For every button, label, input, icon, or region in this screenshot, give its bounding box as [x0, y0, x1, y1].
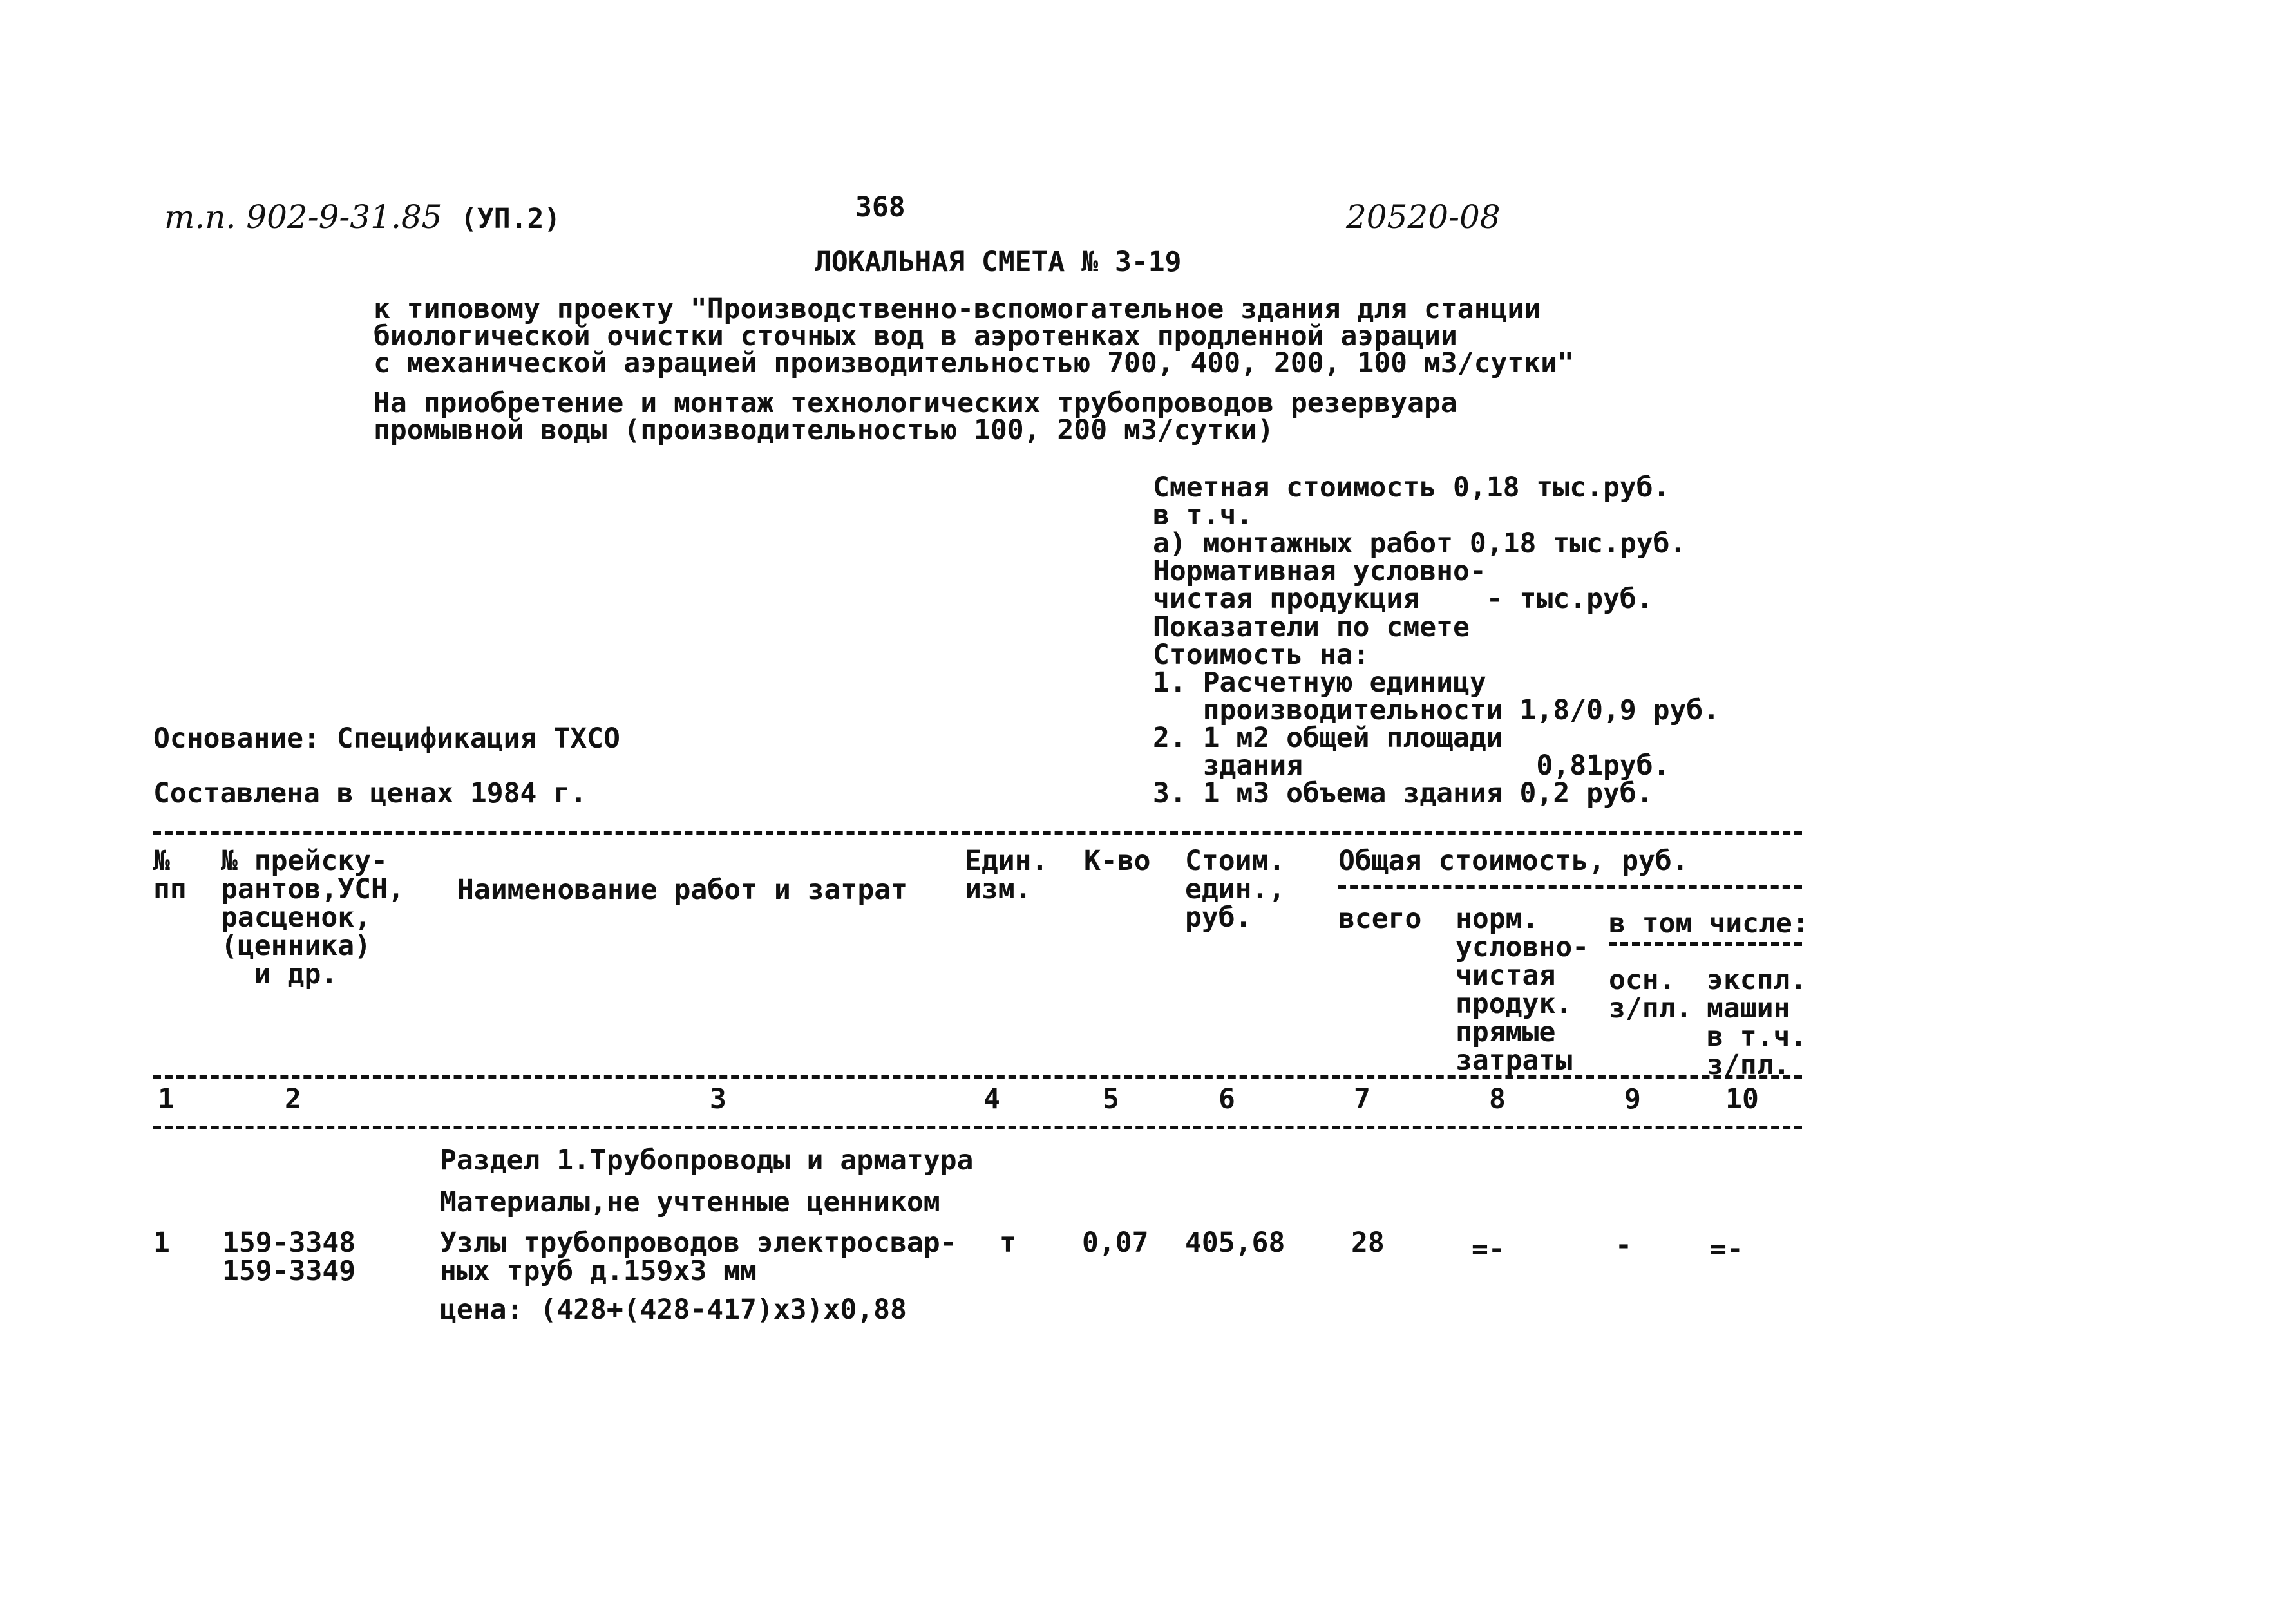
row-unit-price: 405,68	[1185, 1227, 1285, 1259]
cost-summary-line: Стоимость на:	[1153, 639, 1370, 671]
row-norm: =-	[1472, 1233, 1505, 1265]
purpose-line: промывной воды (производительностью 100, 200 м3/сутки)	[374, 414, 1274, 446]
cost-summary-line: 2. 1 м2 общей площади	[1153, 722, 1503, 754]
cost-summary-line: а) монтажных работ 0,18 тыс.руб.	[1153, 527, 1687, 560]
subtitle-line: с механической аэрацией производительностью 700, 400, 200, 100 м3/сутки"	[374, 347, 1574, 379]
header-subrule	[1338, 885, 1802, 889]
cost-summary-line: в т.ч.	[1153, 499, 1253, 531]
header-col-total: всего	[1338, 903, 1422, 935]
header-col-qty: К-во	[1084, 845, 1151, 877]
row-wage: -	[1615, 1229, 1632, 1261]
subtitle-line: биологической очистки сточных вод в аэротенках продленной аэрации	[374, 320, 1457, 352]
subtitle-line: к типовому проекту "Производственно-вспомогательное здания для станции	[374, 293, 1541, 325]
header-col-machines: экспл. машин в т.ч. з/пл.	[1707, 964, 1807, 1081]
column-number: 6	[1219, 1083, 1235, 1115]
album-label: (УП.2)	[460, 203, 561, 235]
column-number: 5	[1103, 1083, 1119, 1115]
row-code: 159-3348 159-3349	[222, 1227, 356, 1287]
column-number: 4	[983, 1083, 1000, 1115]
cost-summary-line: Нормативная условно-	[1153, 555, 1486, 587]
purpose-line: На приобретение и монтаж технологических трубопроводов резервуара	[374, 387, 1457, 419]
header-bottom-rule	[153, 1075, 1802, 1079]
header-subrule-incl	[1609, 942, 1802, 946]
header-col-norm: норм. условно- чистая продук. прямые затраты	[1456, 903, 1589, 1077]
header-col-unit-price: Стоим. един., руб.	[1185, 845, 1285, 934]
column-number: 9	[1624, 1083, 1641, 1115]
header-total-cost: Общая стоимость, руб.	[1338, 845, 1689, 877]
column-number: 2	[285, 1083, 301, 1115]
cost-summary-line: Показатели по смете	[1153, 611, 1470, 643]
row-unit: т	[1000, 1227, 1016, 1259]
price-formula: цена: (428+(428-417)х3)х0,88	[440, 1294, 907, 1326]
section-title: Раздел 1.Трубопроводы и арматура	[440, 1144, 974, 1176]
cost-summary-line: здания 0,81руб.	[1153, 750, 1670, 782]
subsection-title: Материалы,не учтенные ценником	[440, 1186, 940, 1218]
column-number: 7	[1354, 1083, 1370, 1115]
header-col-name: Наименование работ и затрат	[457, 874, 907, 906]
row-qty: 0,07	[1082, 1227, 1149, 1259]
header-col-code: № прейску- рантов,УСН, расценок, (ценника) и др.	[221, 845, 404, 990]
cost-summary-line: чистая продукция - тыс.руб.	[1153, 583, 1653, 615]
header-col-unit: Един. изм.	[965, 845, 1048, 905]
cost-summary-line: 1. Расчетную единицу	[1153, 666, 1486, 699]
cost-summary-line: 3. 1 м3 объема здания 0,2 руб.	[1153, 777, 1653, 809]
row-total: 28	[1351, 1227, 1385, 1259]
cost-summary-line: Сметная стоимость 0,18 тыс.руб.	[1153, 471, 1670, 504]
table-top-rule	[153, 831, 1802, 835]
column-number: 3	[710, 1083, 726, 1115]
prices-year-text: Составлена в ценах 1984 г.	[153, 777, 587, 809]
sheet-code: 20520-08	[1346, 198, 1501, 236]
column-number: 10	[1725, 1083, 1759, 1115]
column-number: 1	[158, 1083, 175, 1115]
row-machines: =-	[1710, 1233, 1743, 1265]
column-number-rule	[153, 1126, 1802, 1129]
row-name: Узлы трубопроводов электросвар- ных труб д.159х3 мм	[440, 1227, 957, 1287]
header-col-wage: осн. з/пл.	[1609, 964, 1693, 1024]
column-number: 8	[1489, 1083, 1506, 1115]
page-title: ЛОКАЛЬНАЯ СМЕТА № 3-19	[815, 246, 1182, 278]
page-number: 368	[855, 191, 906, 223]
header-col-no: № пп	[153, 845, 187, 905]
header-including: в том числе:	[1609, 907, 1809, 939]
basis-text: Основание: Спецификация ТХСО	[153, 722, 620, 755]
row-no: 1	[153, 1227, 170, 1259]
project-code: т.п. 902-9-31.85	[164, 198, 442, 236]
cost-summary-line: производительности 1,8/0,9 руб.	[1153, 694, 1720, 726]
